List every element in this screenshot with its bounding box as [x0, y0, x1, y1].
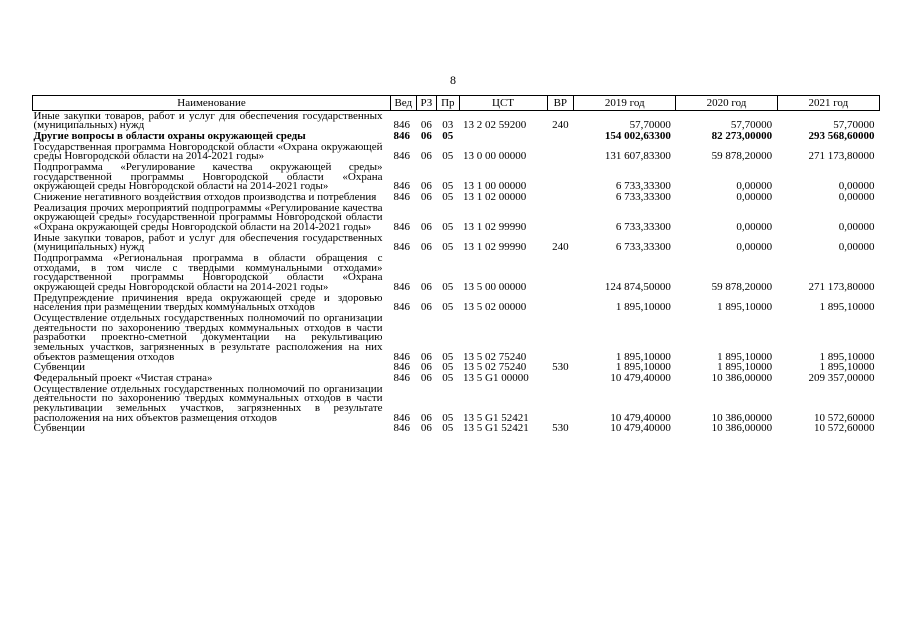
row-2020: 0,00000: [736, 241, 773, 254]
table-row: [33, 142, 880, 162]
header-pr: Пр: [437, 96, 460, 111]
row-vr: [547, 163, 574, 193]
header-2021: 2021 год: [777, 96, 879, 111]
row-rz: 06: [420, 241, 432, 254]
row-pr: 05: [442, 191, 454, 204]
row-cst: 13 5 02 75240: [463, 350, 527, 363]
row-cst: 13 5 02 00000: [463, 301, 527, 314]
row-vr: [547, 193, 574, 204]
row-ved: 846: [393, 221, 411, 234]
row-2021: 271 173,80000: [808, 150, 875, 163]
row-vr: 530: [552, 361, 569, 374]
row-2021: 1 895,10000: [819, 361, 875, 374]
row-ved: 846: [393, 150, 411, 163]
row-2021: 293 568,60000: [808, 129, 875, 142]
row-2020: 10 386,00000: [711, 422, 773, 435]
row-2019: 1 895,10000: [615, 301, 671, 314]
row-2019: 124 874,50000: [604, 281, 671, 293]
row-2021: 10 572,60000: [814, 411, 875, 424]
row-ved: 846: [393, 129, 411, 142]
row-2019: 10 479,40000: [610, 372, 671, 385]
row-pr: 05: [442, 422, 454, 435]
row-pr: 05: [442, 129, 454, 142]
row-name: Федеральный проект «Чистая страна»: [33, 372, 213, 385]
row-2019: 6 733,33300: [615, 221, 671, 234]
row-2019: 10 479,40000: [610, 411, 671, 424]
table-row: [33, 254, 880, 294]
row-2019: 6 733,33300: [615, 180, 671, 193]
row-cst: 13 5 G1 52421: [463, 411, 529, 424]
row-cst: 13 5 00 00000: [463, 281, 527, 293]
row-2020: 82 273,00000: [711, 129, 773, 142]
header-vr: ВР: [547, 96, 574, 111]
header-cst: ЦСТ: [459, 96, 547, 111]
row-rz: 06: [420, 301, 432, 314]
row-2019: 10 479,40000: [610, 422, 671, 435]
row-rz: 06: [420, 119, 432, 132]
row-2021: 0,00000: [838, 191, 875, 204]
row-2021: 1 895,10000: [819, 301, 875, 314]
row-ved: 846: [393, 411, 411, 424]
row-rz: 06: [420, 191, 432, 204]
table-row: [33, 111, 880, 132]
row-pr: 05: [442, 221, 454, 234]
row-vr: 530: [552, 422, 569, 435]
row-2020: 0,00000: [736, 191, 773, 204]
row-cst: 13 2 02 59200: [463, 119, 527, 132]
row-2021: 0,00000: [838, 221, 875, 234]
row-pr: 05: [442, 411, 454, 424]
header-rz: РЗ: [416, 96, 436, 111]
row-ved: 846: [393, 119, 411, 132]
row-vr: [547, 254, 574, 294]
table-row: [33, 384, 880, 424]
header-name: Наименование: [33, 96, 391, 111]
row-2020: 10 386,00000: [711, 411, 773, 424]
row-pr: 03: [442, 119, 454, 132]
row-2019: 1 895,10000: [615, 361, 671, 374]
row-2020: 0,00000: [736, 180, 773, 193]
row-ved: 846: [393, 281, 411, 293]
table-row: [33, 424, 880, 435]
row-vr: [547, 203, 574, 233]
table-row: [33, 163, 880, 193]
row-2019: 6 733,33300: [615, 191, 671, 204]
row-cst: 13 5 G1 52421: [463, 422, 529, 435]
row-name: Реализация прочих мероприятий подпрограммы «Регулирование качества окружающей среды» государственной программы Новгородской области «Охрана окружающей среды Новгородской области на 2014-2021 годы»: [33, 201, 383, 234]
row-2019: 6 733,33300: [615, 241, 671, 254]
row-name: Подпрограмма «Регулирование качества окружающей среды» государственной программы Новгородской области «Охрана окружающей среды Новгородской области на 2014-2021 годы»: [33, 161, 383, 193]
row-vr: [547, 131, 574, 142]
row-2020: 10 386,00000: [711, 372, 773, 385]
table-row: [33, 203, 880, 233]
table-row: [33, 233, 880, 253]
row-vr: 240: [552, 119, 569, 132]
row-name: Снижение негативного воздействия отходов производства и потребления: [33, 191, 377, 204]
row-ved: 846: [393, 361, 411, 374]
table-body: [33, 111, 880, 435]
row-vr: [547, 374, 574, 385]
row-vr: [547, 314, 574, 363]
row-ved: 846: [393, 350, 411, 363]
row-2020: 1 895,10000: [717, 301, 773, 314]
row-cst: 13 1 02 99990: [463, 241, 527, 254]
row-pr: 05: [442, 301, 454, 314]
table-row: [33, 293, 880, 313]
row-ved: 846: [393, 301, 411, 314]
row-2021: 1 895,10000: [819, 350, 875, 363]
row-pr: 05: [442, 281, 454, 293]
row-2020: 59 878,20000: [711, 150, 773, 163]
row-name: Государственная программа Новгородской области «Охрана окружающей среды Новгородской области на 2014-2021 годы»: [33, 140, 383, 163]
row-pr: 05: [442, 350, 454, 363]
row-rz: 06: [420, 422, 432, 435]
header-2020: 2020 год: [676, 96, 777, 111]
table-row: [33, 314, 880, 363]
row-pr: 05: [442, 241, 454, 254]
row-2021: 0,00000: [838, 241, 875, 254]
row-cst: [459, 131, 547, 142]
row-ved: 846: [393, 180, 411, 193]
row-2021: 10 572,60000: [814, 422, 875, 435]
row-name: Предупреждение причинения вреда окружающей среде и здоровью населения при размещении твердых коммунальных отходов: [33, 291, 383, 314]
row-pr: 05: [442, 180, 454, 193]
table-header-row: [33, 96, 880, 111]
row-ved: 846: [393, 241, 411, 254]
row-rz: 06: [420, 281, 432, 293]
row-rz: 06: [420, 150, 432, 163]
row-2021: 57,70000: [833, 119, 875, 132]
row-rz: 06: [420, 372, 432, 385]
row-rz: 06: [420, 129, 432, 142]
row-name: Субвенции: [33, 361, 86, 374]
row-rz: 06: [420, 221, 432, 234]
header-ved: Вед: [391, 96, 417, 111]
row-name: Иные закупки товаров, работ и услуг для обеспечения государственных (муниципальных) нужд: [33, 231, 383, 254]
row-name: Осуществление отдельных государственных полномочий по организации деятельности по захоронению твердых коммунальных отходов в части разработки проектно-сметной документации на рекультивацию земельных участков, загрязненных в результате расположения на них объектов размещения отходов: [33, 312, 383, 363]
row-rz: 06: [420, 350, 432, 363]
row-2021: 0,00000: [838, 180, 875, 193]
row-cst: 13 1 02 99990: [463, 221, 527, 234]
row-rz: 06: [420, 361, 432, 374]
row-cst: 13 1 00 00000: [463, 180, 527, 193]
row-cst: 13 5 02 75240: [463, 361, 527, 374]
row-name: Другие вопросы в области охраны окружающей среды: [33, 129, 306, 142]
row-pr: 05: [442, 361, 454, 374]
row-2020: 1 895,10000: [717, 350, 773, 363]
page-number: 8: [450, 73, 456, 87]
row-cst: 13 5 G1 00000: [463, 372, 529, 385]
row-2019: 131 607,83300: [604, 150, 671, 163]
row-pr: 05: [442, 150, 454, 163]
row-ved: 846: [393, 191, 411, 204]
row-name: Иные закупки товаров, работ и услуг для обеспечения государственных (муниципальных) нужд: [33, 109, 383, 132]
row-2020: 59 878,20000: [711, 281, 773, 293]
budget-table: [32, 95, 880, 435]
row-name: Осуществление отдельных государственных полномочий по организации деятельности по захоронению твердых коммунальных отходов в части рекультивации земельных участков, загрязненных в результате расположения на них объектов размещения отходов: [33, 382, 383, 424]
row-ved: 846: [393, 372, 411, 385]
row-pr: 05: [442, 372, 454, 385]
row-vr: [547, 384, 574, 424]
row-vr: [547, 293, 574, 313]
row-cst: 13 1 02 00000: [463, 191, 527, 204]
row-2020: 57,70000: [730, 119, 773, 132]
row-2021: 271 173,80000: [808, 281, 875, 293]
row-name: Подпрограмма «Региональная программа в области обращения с отходами, в том числе с твердыми коммунальными отходами» государственной программы Новгородской области «Охрана окружающей среды Новгородской области на 2014-2021 годы»: [33, 252, 383, 293]
row-vr: [547, 142, 574, 162]
row-ved: 846: [393, 422, 411, 435]
row-cst: 13 0 00 00000: [463, 150, 527, 163]
row-rz: 06: [420, 180, 432, 193]
row-name: Субвенции: [33, 422, 86, 435]
row-2019: 57,70000: [629, 119, 671, 132]
row-vr: 240: [552, 241, 569, 254]
row-rz: 06: [420, 411, 432, 424]
row-2020: 1 895,10000: [717, 361, 773, 374]
row-2019: 1 895,10000: [615, 350, 671, 363]
row-2020: 0,00000: [736, 221, 773, 234]
header-2019: 2019 год: [574, 96, 676, 111]
row-2019: 154 002,63300: [604, 129, 671, 142]
row-2021: 209 357,00000: [808, 372, 875, 385]
